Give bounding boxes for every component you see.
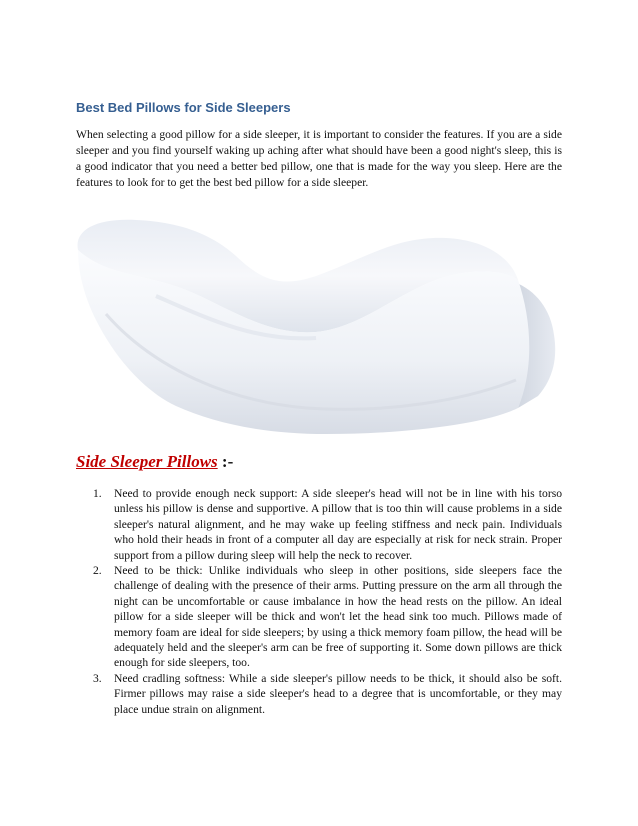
list-item [76,671,562,717]
intro-paragraph: When selecting a good pillow for a side sleeper, it is important to consider the features. If you are a side sleeper and you find yourself waking up aching after what should have been a good night's sleep, this is a good indicator that you need a better bed pillow, one that is made for the way you sleep. Here are the features to look for to get the best bed pillow for a side sleeper. [76,128,562,189]
heading-suffix: :- [217,452,234,471]
side-sleeper-pillows-link[interactable]: Side Sleeper Pillows [76,452,218,471]
section-heading [76,452,233,472]
list-item-text: Need to provide enough neck support: A side sleeper's head will not be in line with his torso unless his pillow is dense and supportive. A pillow that is too thin will cause problems in a side sleeper's natural alignment, and he may wake up feeling stiffness and neck pain. Individuals who hold their heads in front of a computer all day are especially at risk for neck strain. Proper support from a pillow during sleep will help the neck to recover. [114,487,562,562]
features-list [76,486,562,717]
list-item-text: Need to be thick: Unlike individuals who sleep in other positions, side sleepers face the challenge of dealing with the presence of their arms. Putting pressure on the arm all through the night can be uncomfortable or cause imbalance in how the head rests on the pillow. An ideal pillow for a side sleeper will be thick and won't let the head sink too much. Pillows made of memory foam are ideal for side sleepers; by using a thick memory foam pillow, the head will be adequately held and the sleeper's arm can be free of supporting it. Some down pillows are thick enough for side sleepers, too. [114,564,562,670]
list-item-number: 2. [93,564,102,578]
document-title: Best Bed Pillows for Side Sleepers [76,100,291,115]
list-item-number: 1. [93,487,102,500]
list-item-number: 3. [93,671,102,685]
list-item-text: Need cradling softness: While a side sleeper's pillow needs to be thick, it should also be soft. Firmer pillows may raise a side sleeper's head to a degree that is uncomfortable, or they may place undue strain on alignment. [114,671,562,716]
pillow-image [66,210,576,442]
list-item [76,563,562,671]
list-item [76,486,562,563]
